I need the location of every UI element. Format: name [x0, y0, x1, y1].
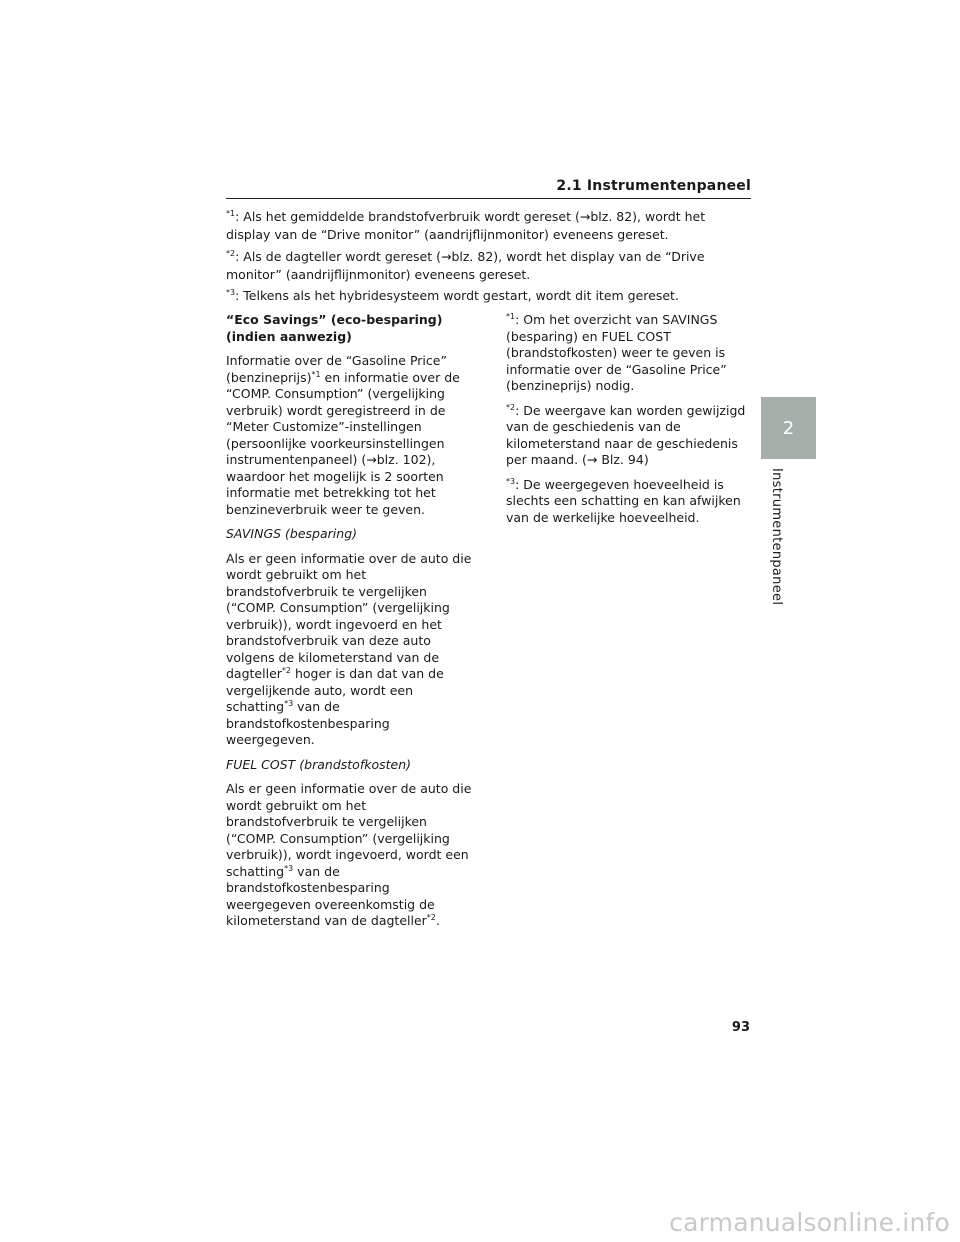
right-footnote-2	[506, 403, 754, 469]
footnote-ref: *3	[284, 863, 294, 873]
fuel-cost-paragraph	[226, 781, 478, 930]
right-footnote-3	[506, 477, 754, 527]
intro-text-1: Informatie over de “Gasoline Price” (benzineprijs)	[226, 353, 447, 385]
footnote-mark: *3	[506, 476, 516, 486]
footnote-3	[226, 287, 751, 305]
header-divider	[226, 198, 751, 199]
fuel-cost-text-3: .	[435, 913, 440, 928]
footnote-text: : Als het gemiddelde brandstofverbruik wordt gereset (→blz. 82), wordt het display van de “Drive monitor” (aandrijflijnmonitor) eveneens gereset.	[226, 209, 706, 242]
left-column	[226, 312, 478, 938]
chapter-tab-label: Instrumentenpaneel	[769, 468, 784, 606]
footnote-ref: *3	[284, 699, 294, 708]
footnote-ref: *2	[281, 666, 291, 675]
footnote-text: : De weergegeven hoeveelheid is slechts een schatting en kan afwijken van de werkelijke hoeveelheid.	[506, 476, 741, 525]
section-heading: “Eco Savings” (eco-besparing) (indien aanwezig)	[226, 312, 443, 344]
footnote-text: : Om het overzicht van SAVINGS (besparing) en FUEL COST (brandstofkosten) weer te geven is informatie over de “Gasoline Price” (benzineprijs) nodig.	[506, 312, 727, 393]
chapter-tab: 2	[761, 397, 816, 459]
footnote-mark: *2	[506, 402, 516, 412]
footnote-text: : Als de dagteller wordt gereset (→blz. 82), wordt het display van de “Drive monitor” (aandrijflijnmonitor) eveneens gereset.	[226, 249, 705, 282]
footnote-1	[226, 208, 751, 244]
footnote-mark: *1	[226, 209, 236, 218]
fuel-cost-text-2: van de brandstofkostenbesparing weergegeven overeenkomstig de kilometerstand van de dagteller	[226, 863, 435, 928]
section-header-title: 2.1 Instrumentenpaneel	[556, 178, 751, 194]
savings-paragraph	[226, 551, 478, 749]
footnote-mark: *2	[226, 249, 236, 258]
footnote-text: : De weergave kan worden gewijzigd van de geschiedenis van de kilometerstand naar de geschiedenis per maand. (→ Blz. 94)	[506, 402, 746, 467]
watermark: carmanualsonline.info	[669, 1208, 950, 1237]
savings-text-2: hoger is dan dat van de vergelijkende auto, wordt een schatting	[226, 666, 444, 714]
intro-text-2: en informatie over de “COMP. Consumption” (vergelijking verbruik) wordt geregistreerd in de “Meter Customize”-instellingen (persoonlijke voorkeursinstellingen instrumentenpaneel) (→blz. 102), waardoor het mogelijk is 2 soorten informatie met betrekking tot het benzineverbruik weer te geven.	[226, 369, 460, 517]
right-footnote-1	[506, 312, 754, 395]
fuel-cost-subheading: FUEL COST (brandstofkosten)	[226, 756, 412, 772]
fuel-cost-text-1: Als er geen informatie over de auto die wordt gebruikt om het brandstofverbruik te vergelijken (“COMP. Consumption” (vergelijking verbruik)), wordt ingevoerd, wordt een schatting	[226, 781, 472, 879]
intro-paragraph	[226, 353, 478, 518]
footnote-2	[226, 248, 751, 284]
savings-subheading: SAVINGS (besparing)	[226, 526, 357, 541]
footnote-ref: *1	[311, 369, 321, 379]
savings-text-3: van de brandstofkostenbesparing weergegeven.	[226, 699, 390, 747]
savings-text-1: Als er geen informatie over de auto die wordt gebruikt om het brandstofverbruik te vergelijken (“COMP. Consumption” (vergelijking verbruik)), wordt ingevoerd en het brandstofverbruik van deze auto volgens de kilometerstand van de dagteller	[226, 550, 472, 681]
footnote-mark: *3	[226, 288, 236, 297]
right-column	[506, 312, 754, 534]
footnote-ref: *2	[426, 913, 436, 922]
footnote-mark: *1	[506, 312, 516, 321]
page-number: 93	[731, 1020, 750, 1035]
footnote-text: : Telkens als het hybridesysteem wordt gestart, wordt dit item gereset.	[235, 288, 679, 303]
